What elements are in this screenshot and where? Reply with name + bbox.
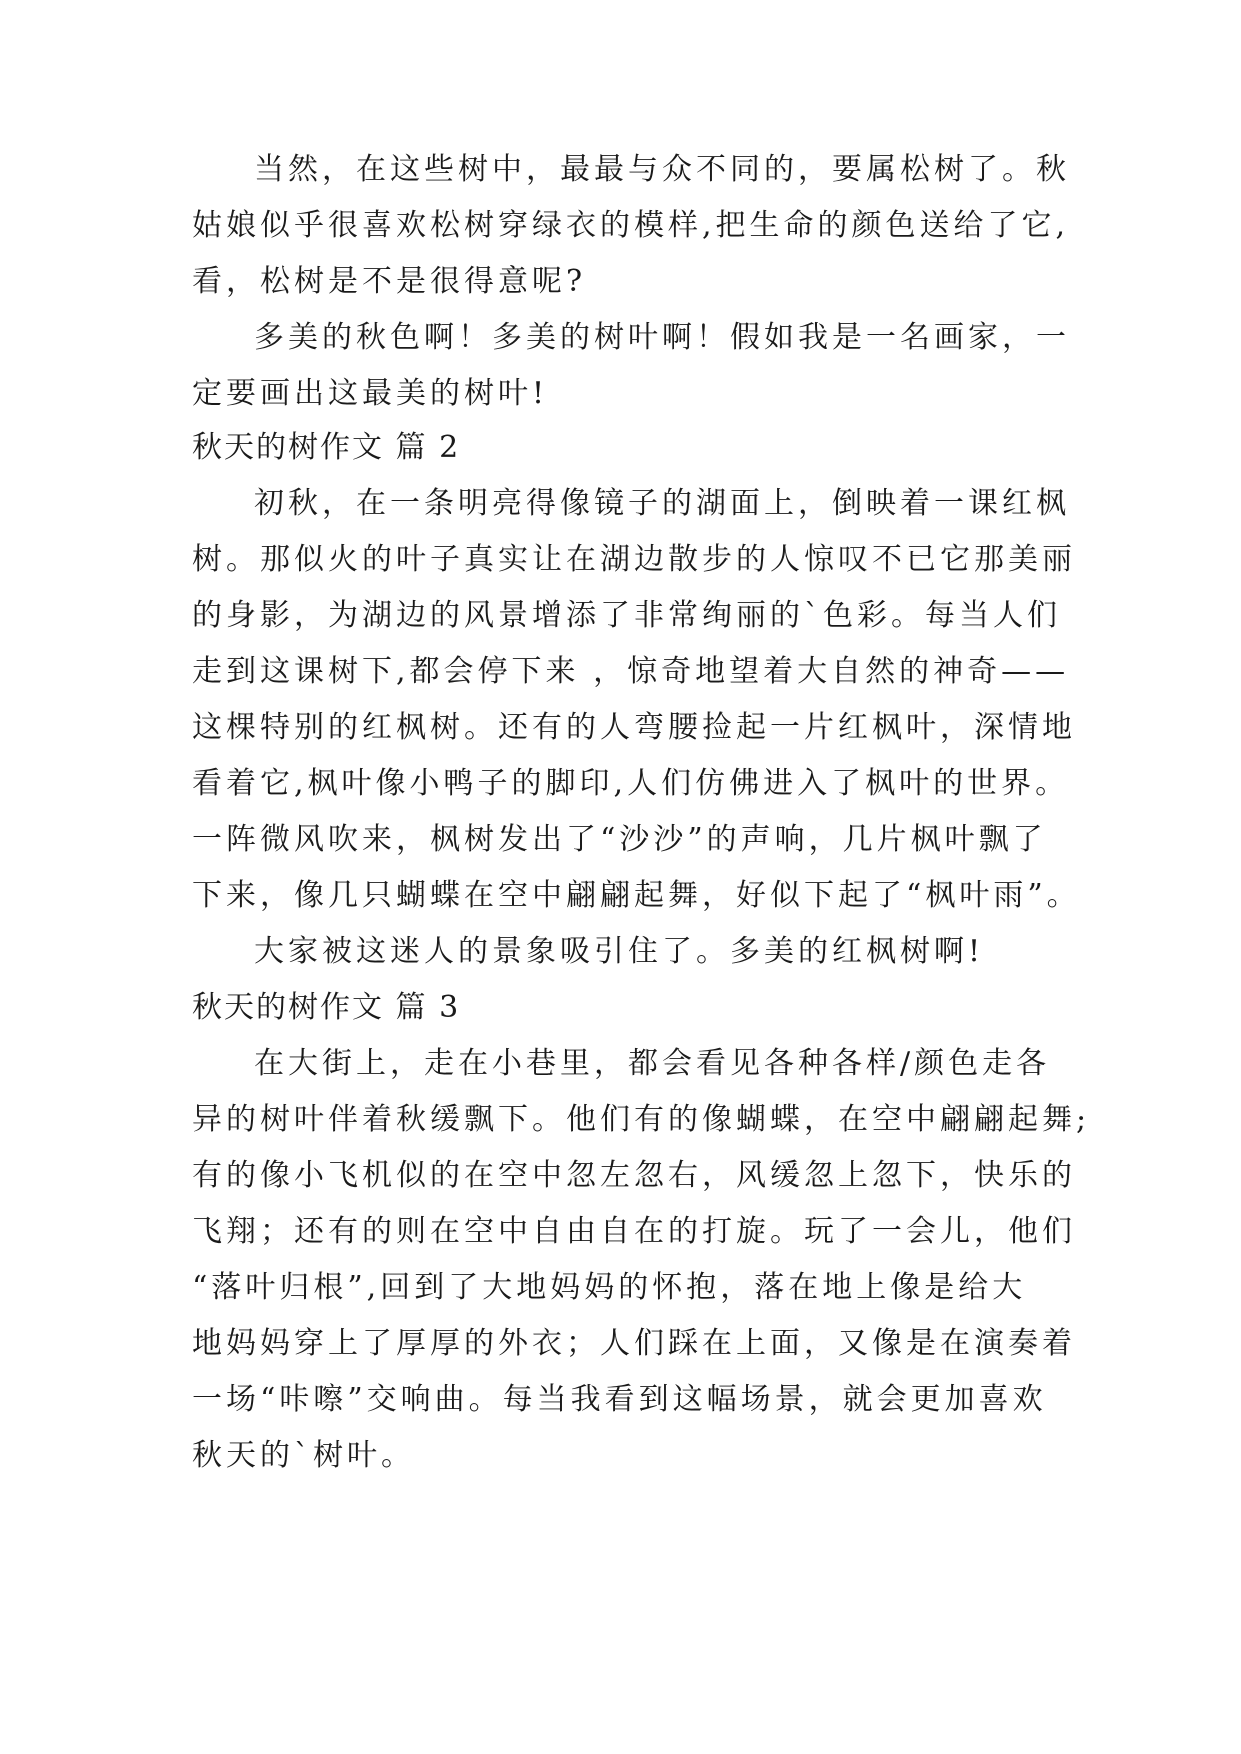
paragraph-line: 一场“咔嚓”交响曲。每当我看到这幅场景，就会更加喜欢 <box>192 1382 1047 1417</box>
paragraph-line: 当然，在这些树中，最最与众不同的，要属松树了。秋 <box>254 152 1070 187</box>
paragraph-line: 看着它,枫叶像小鸭子的脚印,人们仿佛进入了枫叶的世界。 <box>192 766 1070 801</box>
paragraph-line: 走到这课树下,都会停下来 ，惊奇地望着大自然的神奇—— <box>192 654 1070 689</box>
paragraph-line: 秋天的`树叶。 <box>192 1438 415 1473</box>
paragraph-line: 大家被这迷人的景象吸引住了。多美的红枫树啊! <box>254 934 985 969</box>
paragraph-line: 地妈妈穿上了厚厚的外衣；人们踩在上面，又像是在演奏着 <box>192 1326 1076 1361</box>
paragraph-line: 看，松树是不是很得意呢? <box>192 264 587 299</box>
paragraph-line: “落叶归根”,回到了大地妈妈的怀抱，落在地上像是给大 <box>192 1270 1027 1305</box>
paragraph-line: 异的树叶伴着秋缓飘下。他们有的像蝴蝶，在空中翩翩起舞; <box>192 1102 1091 1137</box>
section-heading: 秋天的树作文 篇 3 <box>192 990 461 1025</box>
paragraph-line: 下来，像几只蝴蝶在空中翩翩起舞，好似下起了“枫叶雨”。 <box>192 878 1081 913</box>
paragraph-line: 有的像小飞机似的在空中忽左忽右，风缓忽上忽下，快乐的 <box>192 1158 1076 1193</box>
paragraph-line: 定要画出这最美的树叶! <box>192 376 549 411</box>
paragraph-line: 一阵微风吹来，枫树发出了“沙沙”的声响，几片枫叶飘了 <box>192 822 1047 857</box>
paragraph-line: 这棵特别的红枫树。还有的人弯腰捡起一片红枫叶，深情地 <box>192 710 1076 745</box>
section-heading: 秋天的树作文 篇 2 <box>192 430 461 465</box>
paragraph-line: 飞翔；还有的则在空中自由自在的打旋。玩了一会儿，他们 <box>192 1214 1076 1249</box>
paragraph-line: 姑娘似乎很喜欢松树穿绿衣的模样,把生命的颜色送给了它, <box>192 208 1070 243</box>
paragraph-line: 初秋，在一条明亮得像镜子的湖面上，倒映着一课红枫 <box>254 486 1070 521</box>
paragraph-line: 的身影，为湖边的风景增添了非常绚丽的`色彩。每当人们 <box>192 598 1061 633</box>
paragraph-line: 树。那似火的叶子真实让在湖边散步的人惊叹不已它那美丽 <box>192 542 1076 577</box>
paragraph-line: 在大街上，走在小巷里，都会看见各种各样/颜色走各 <box>254 1046 1051 1081</box>
paragraph-line: 多美的秋色啊！多美的树叶啊！假如我是一名画家，一 <box>254 320 1070 355</box>
